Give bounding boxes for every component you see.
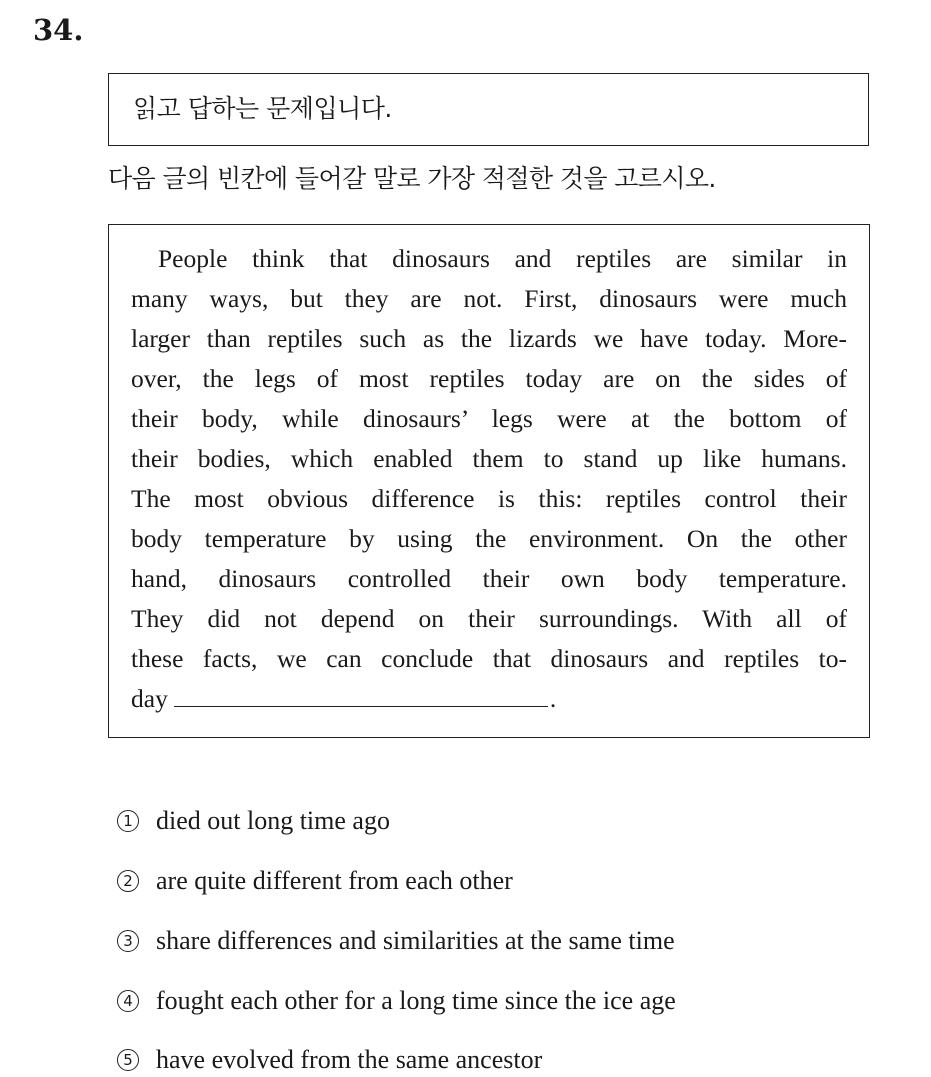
passage-line: The most obvious difference is this: reptiles control their bbox=[131, 484, 847, 513]
option-number-circle: 3 bbox=[117, 930, 139, 952]
option-number-circle: 5 bbox=[117, 1049, 139, 1071]
option-text: died out long time ago bbox=[156, 806, 390, 835]
passage-line: over, the legs of most reptiles today are on the sides of bbox=[131, 364, 847, 393]
option-text: are quite different from each other bbox=[156, 866, 513, 895]
answer-option-1[interactable] bbox=[117, 804, 390, 838]
passage-line: People think that dinosaurs and reptiles are similar in bbox=[158, 244, 847, 273]
passage-last-line-end: . bbox=[549, 684, 557, 713]
question-instruction: 다음 글의 빈칸에 들어갈 말로 가장 적절한 것을 고르시오. bbox=[108, 164, 716, 193]
passage-line: their bodies, which enabled them to stand up like humans. bbox=[131, 444, 847, 473]
option-number-circle: 2 bbox=[117, 870, 139, 892]
answer-option-3[interactable] bbox=[117, 924, 675, 958]
option-text: have evolved from the same ancestor bbox=[156, 1045, 543, 1074]
answer-option-4[interactable] bbox=[117, 984, 676, 1018]
passage-last-line-start: day bbox=[131, 684, 168, 713]
option-number-circle: 4 bbox=[117, 990, 139, 1012]
passage-line: They did not depend on their surroundings. With all of bbox=[131, 604, 847, 633]
passage-line: larger than reptiles such as the lizards we have today. More- bbox=[131, 324, 847, 353]
option-text: share differences and similarities at the same time bbox=[156, 926, 675, 955]
passage-line: their body, while dinosaurs’ legs were at the bottom of bbox=[131, 404, 847, 433]
passage-box bbox=[108, 224, 870, 738]
passage-line: these facts, we can conclude that dinosaurs and reptiles to- bbox=[131, 644, 847, 673]
passage-last-line bbox=[131, 682, 847, 716]
notice-text: 읽고 답하는 문제입니다. bbox=[133, 94, 392, 123]
passage-line: body temperature by using the environment. On the other bbox=[131, 524, 847, 553]
option-number-circle: 1 bbox=[117, 810, 139, 832]
question-number: 34. bbox=[33, 13, 84, 47]
passage-line: many ways, but they are not. First, dinosaurs were much bbox=[131, 284, 847, 313]
answer-option-2[interactable] bbox=[117, 864, 513, 898]
passage-line: hand, dinosaurs controlled their own body temperature. bbox=[131, 564, 847, 593]
option-text: fought each other for a long time since the ice age bbox=[156, 986, 676, 1015]
notice-box bbox=[108, 73, 869, 146]
answer-blank bbox=[174, 686, 548, 707]
